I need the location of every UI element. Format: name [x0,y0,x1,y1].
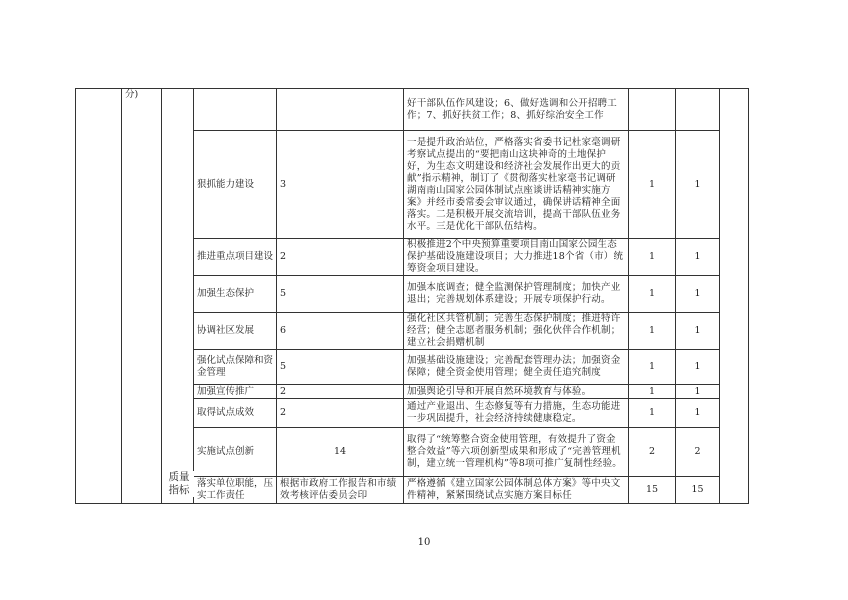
content-cell: 积极推进2个中央预算重要项目南山国家公园生态保护基础设施建设项目；大力推进18个省（市）统筹资金项目建设。 [404,239,629,276]
table-row [76,89,749,131]
task-cell: 狠抓能力建设 [194,131,277,239]
quality-task-cell: 落实单位职能，压实工作责任 [194,477,277,504]
value-b-cell: 1 [676,239,720,276]
margin-cell [76,89,122,504]
content-cell: 好干部队伍作风建设；6、做好选调和公开招聘工作；7、抓好扶贫工作；8、抓好综治安全工作 [404,89,629,131]
value-b-cell: 1 [676,276,720,313]
task-cell: 强化试点保障和资金管理 [194,350,277,385]
value-a-cell: 2 [629,428,676,477]
content-cell: 通过产业退出、生态修复等有力措施，生态功能进一步巩固提升，社会经济持续健康稳定。 [404,399,629,428]
quality-content-cell: 严格遵循《建立国家公园体制总体方案》等中央文件精神，紧紧围绕试点实施方案目标任 [404,477,629,504]
content-cell: 加强舆论引导和开展自然环境教育与体验。 [404,385,629,399]
quality-value-b-cell: 15 [676,477,720,504]
value-a-cell: 1 [629,276,676,313]
subcategory-cell [162,89,194,504]
value-a-cell: 1 [629,399,676,428]
content-cell: 加强本底调查；健全监测保护管理制度；加快产业退出；完善规划体系建设；开展专项保护行动。 [404,276,629,313]
left-label: 分) [125,89,139,100]
value-a-cell: 1 [629,131,676,239]
task-cell: 协调社区发展 [194,313,277,350]
score-cell: 5 [277,276,404,313]
value-b-cell: 1 [676,399,720,428]
value-a-cell: 1 [629,313,676,350]
value-b-cell [676,89,720,131]
task-cell: 加强宣传推广 [194,385,277,399]
value-b-cell: 1 [676,350,720,385]
score-cell [277,89,404,131]
task-cell: 加强生态保护 [194,276,277,313]
value-b-cell: 1 [676,131,720,239]
score-cell: 5 [277,350,404,385]
content-cell: 一是提升政治站位，严格落实省委书记杜家毫调研考察试点提出的“要把南山这块神奇的土地保护好，为生态文明建设和经济社会发展作出更大的贡献”指示精神，制订了《贯彻落实杜家毫书记调研湖南南山国家公园体制试点座谈讲话精神实施方案》并经市委常委会审议通过，确保讲话精神全面落实。二是积极开展交流培训，提高干部队伍业务水平。三是优化干部队伍结构。 [404,131,629,239]
score-cell: 2 [277,385,404,399]
score-cell: 2 [277,399,404,428]
category-cell [122,89,162,504]
content-cell: 取得了“统筹整合资金使用管理，有效提升了资金整合效益”等六项创新型成果和形成了“完善管理机制，建立统一管理机构”等8项可推广复制性经验。 [404,428,629,477]
score-cell: 3 [277,131,404,239]
score-cell: 2 [277,239,404,276]
value-a-cell: 1 [629,350,676,385]
score-cell: 14 [277,428,404,477]
score-cell: 6 [277,313,404,350]
task-cell: 推进重点项目建设 [194,239,277,276]
page-number: 10 [417,537,431,548]
quality-value-a-cell: 15 [629,477,676,504]
value-a-cell: 1 [629,385,676,399]
content-cell: 强化社区共管机制；完善生态保护制度；推进特许经营；健全志愿者服务机制；强化伙伴合作机制；建立社会捐赠机制 [404,313,629,350]
task-cell: 实施试点创新 [194,428,277,477]
trailing-cell [720,89,749,504]
value-b-cell: 1 [676,385,720,399]
content-cell: 加强基础设施建设；完善配套管理办法；加强资金保障；健全资金使用管理；健全责任追究制度 [404,350,629,385]
value-b-cell: 1 [676,313,720,350]
value-a-cell: 1 [629,239,676,276]
task-cell: 取得试点成效 [194,399,277,428]
quality-category-label: 质量指标 [164,471,194,497]
task-cell [194,89,277,131]
value-b-cell: 2 [676,428,720,477]
quality-score-cell: 根据市政府工作报告和市绩效考核评估委员会印 [277,477,404,504]
value-a-cell [629,89,676,131]
evaluation-table [75,88,749,504]
